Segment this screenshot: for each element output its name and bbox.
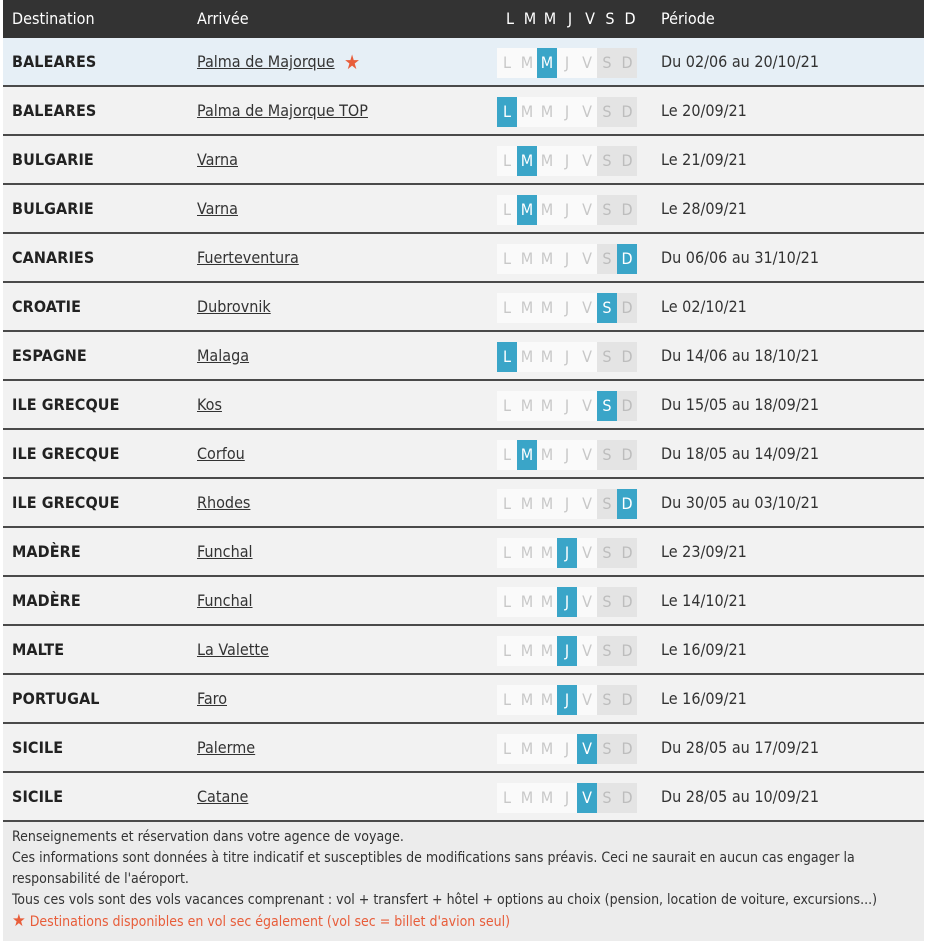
day-indicator: V — [577, 293, 597, 323]
day-indicator: J — [557, 440, 577, 470]
header-day-m1: M — [523, 9, 537, 28]
day-indicator: S — [597, 538, 617, 568]
day-indicator: M — [537, 97, 557, 127]
day-indicator: L — [497, 636, 517, 666]
periode-cell: Le 14/10/21 — [661, 591, 747, 610]
day-indicator: M — [537, 440, 557, 470]
day-indicator: L — [497, 489, 517, 519]
day-indicator: V — [577, 685, 597, 715]
destination-cell: BULGARIE — [12, 199, 94, 218]
day-indicator: D — [617, 146, 637, 176]
table-header — [3, 0, 924, 38]
table-row — [3, 234, 924, 283]
periode-cell: Le 21/09/21 — [661, 150, 747, 169]
day-indicator: S — [597, 440, 617, 470]
periode-cell: Le 20/09/21 — [661, 101, 747, 120]
day-indicator: D — [617, 244, 637, 274]
day-indicator: V — [577, 342, 597, 372]
day-indicator: V — [577, 538, 597, 568]
header-arrivee: Arrivée — [197, 9, 249, 28]
day-indicator: J — [557, 391, 577, 421]
day-indicator: M — [537, 636, 557, 666]
day-indicator: S — [597, 489, 617, 519]
destination-cell: ESPAGNE — [12, 346, 87, 365]
day-indicator: M — [517, 391, 537, 421]
day-indicator: M — [517, 538, 537, 568]
destination-cell: ILE GRECQUE — [12, 493, 120, 512]
star-icon: ★ — [12, 911, 26, 931]
day-indicator: J — [557, 293, 577, 323]
periode-cell: Du 28/05 au 10/09/21 — [661, 787, 819, 806]
day-indicator: M — [517, 685, 537, 715]
header-destination: Destination — [12, 9, 95, 28]
day-indicator: S — [597, 734, 617, 764]
day-indicator: M — [517, 636, 537, 666]
day-indicator: J — [557, 685, 577, 715]
table-row — [3, 283, 924, 332]
arrivee-link[interactable]: Rhodes — [197, 493, 251, 512]
note-legend — [3, 911, 924, 933]
day-indicator: L — [497, 587, 517, 617]
day-indicator: M — [537, 538, 557, 568]
day-indicator: M — [537, 342, 557, 372]
day-indicator: J — [557, 146, 577, 176]
day-indicator: L — [497, 391, 517, 421]
day-indicator: J — [557, 342, 577, 372]
periode-cell: Du 14/06 au 18/10/21 — [661, 346, 819, 365]
day-indicator: V — [577, 783, 597, 813]
header-day-s: S — [605, 9, 615, 28]
day-indicator: V — [577, 97, 597, 127]
day-indicator: J — [557, 244, 577, 274]
day-indicator: S — [597, 391, 617, 421]
day-indicator: M — [517, 146, 537, 176]
day-indicator: M — [517, 195, 537, 225]
header-periode: Période — [661, 9, 715, 28]
day-indicator: J — [557, 97, 577, 127]
day-indicator: D — [617, 538, 637, 568]
day-indicator: S — [597, 97, 617, 127]
arrivee-link[interactable]: Palerme — [197, 738, 256, 757]
day-indicator: J — [557, 48, 577, 78]
day-indicator: M — [537, 48, 557, 78]
day-indicator: D — [617, 685, 637, 715]
table-row — [3, 724, 924, 773]
day-indicator: M — [537, 293, 557, 323]
destination-cell: BALEARES — [12, 52, 97, 71]
day-indicator: M — [517, 440, 537, 470]
destination-cell: ILE GRECQUE — [12, 444, 120, 463]
day-indicator: M — [537, 195, 557, 225]
day-indicator: V — [577, 734, 597, 764]
day-indicator: M — [517, 244, 537, 274]
day-indicator: M — [537, 783, 557, 813]
arrivee-link[interactable]: Dubrovnik — [197, 297, 271, 316]
day-indicator: L — [497, 244, 517, 274]
header-day-l: L — [505, 9, 514, 28]
day-indicator: M — [537, 146, 557, 176]
arrivee-link[interactable]: Funchal — [197, 591, 253, 610]
arrivee-link[interactable]: La Valette — [197, 640, 269, 659]
day-indicator: M — [517, 293, 537, 323]
arrivee-link[interactable]: Kos — [197, 395, 222, 414]
note-disclaimer: Ces informations sont données à titre indicatif et susceptibles de modifications sans préavis. Ceci ne saurait en aucun cas engager la responsabilité de l'aéroport. — [12, 850, 855, 887]
periode-cell: Du 28/05 au 17/09/21 — [661, 738, 819, 757]
day-indicator: L — [497, 685, 517, 715]
arrivee-link[interactable]: Palma de Majorque TOP — [197, 101, 368, 120]
destination-cell: SICILE — [12, 738, 64, 757]
day-indicator: L — [497, 440, 517, 470]
day-indicator: L — [497, 734, 517, 764]
day-indicator: V — [577, 146, 597, 176]
footer-notes — [3, 822, 924, 941]
day-indicator: M — [517, 783, 537, 813]
day-indicator: D — [617, 734, 637, 764]
day-indicator: V — [577, 636, 597, 666]
day-indicator: M — [537, 489, 557, 519]
day-indicator: S — [597, 587, 617, 617]
day-indicator: M — [517, 489, 537, 519]
day-indicator: D — [617, 97, 637, 127]
day-indicator: M — [517, 342, 537, 372]
destination-cell: ILE GRECQUE — [12, 395, 120, 414]
day-indicator: M — [537, 587, 557, 617]
day-indicator: S — [597, 195, 617, 225]
day-indicator: L — [497, 293, 517, 323]
arrivee-link[interactable]: Catane — [197, 787, 249, 806]
day-indicator: V — [577, 48, 597, 78]
table-row — [3, 381, 924, 430]
day-indicator: M — [537, 244, 557, 274]
table-row — [3, 577, 924, 626]
header-day-m2: M — [543, 9, 557, 28]
destination-cell: SICILE — [12, 787, 64, 806]
periode-cell: Le 02/10/21 — [661, 297, 747, 316]
day-indicator: L — [497, 538, 517, 568]
day-indicator: D — [617, 195, 637, 225]
arrivee-link[interactable]: Faro — [197, 689, 227, 708]
day-indicator: S — [597, 146, 617, 176]
table-row — [3, 479, 924, 528]
day-indicator: J — [557, 734, 577, 764]
day-indicator: L — [497, 195, 517, 225]
arrivee-link[interactable]: Fuerteventura — [197, 248, 299, 267]
day-indicator: J — [557, 195, 577, 225]
header-day-v: V — [585, 9, 595, 28]
note-vacation: Tous ces vols sont des vols vacances comprenant : vol + transfert + hôtel + options au choix (pension, location de voiture, excursions...) — [12, 892, 877, 908]
table-row — [3, 430, 924, 479]
day-indicator: S — [597, 244, 617, 274]
day-indicator: S — [597, 48, 617, 78]
arrivee-link[interactable]: Varna — [197, 150, 238, 169]
destination-cell: MADÈRE — [12, 591, 81, 610]
table-row — [3, 626, 924, 675]
table-row — [3, 675, 924, 724]
arrivee-link[interactable]: Malaga — [197, 346, 250, 365]
periode-cell: Le 16/09/21 — [661, 689, 747, 708]
day-indicator: M — [517, 587, 537, 617]
day-indicator: M — [537, 685, 557, 715]
day-indicator: S — [597, 783, 617, 813]
arrivee-link[interactable]: Varna — [197, 199, 238, 218]
day-indicator: M — [517, 734, 537, 764]
periode-cell: Du 30/05 au 03/10/21 — [661, 493, 819, 512]
periode-cell: Du 02/06 au 20/10/21 — [661, 52, 819, 71]
day-indicator: M — [517, 48, 537, 78]
destination-cell: BULGARIE — [12, 150, 94, 169]
destination-cell: BALEARES — [12, 101, 97, 120]
day-indicator: V — [577, 489, 597, 519]
periode-cell: Du 06/06 au 31/10/21 — [661, 248, 819, 267]
day-indicator: V — [577, 587, 597, 617]
destination-cell: CROATIE — [12, 297, 82, 316]
destination-cell: PORTUGAL — [12, 689, 100, 708]
day-indicator: V — [577, 244, 597, 274]
day-indicator: D — [617, 636, 637, 666]
header-day-j: J — [567, 9, 573, 28]
day-indicator: L — [497, 146, 517, 176]
arrivee-link[interactable]: Palma de Majorque — [197, 52, 335, 71]
day-indicator: V — [577, 391, 597, 421]
day-indicator: S — [597, 636, 617, 666]
day-indicator: J — [557, 636, 577, 666]
note-reservation: Renseignements et réservation dans votre agence de voyage. — [12, 829, 404, 845]
destination-cell: CANARIES — [12, 248, 95, 267]
day-indicator: D — [617, 342, 637, 372]
day-indicator: L — [497, 783, 517, 813]
day-indicator: S — [597, 342, 617, 372]
table-row — [3, 87, 924, 136]
periode-cell: Le 16/09/21 — [661, 640, 747, 659]
day-indicator: D — [617, 489, 637, 519]
day-indicator: S — [597, 293, 617, 323]
day-indicator: D — [617, 391, 637, 421]
table-body — [3, 38, 924, 822]
table-row — [3, 773, 924, 822]
day-indicator: D — [617, 587, 637, 617]
day-indicator: D — [617, 440, 637, 470]
arrivee-link[interactable]: Funchal — [197, 542, 253, 561]
destination-cell: MADÈRE — [12, 542, 81, 561]
day-indicator: J — [557, 489, 577, 519]
periode-cell: Du 18/05 au 14/09/21 — [661, 444, 819, 463]
day-indicator: L — [497, 342, 517, 372]
periode-cell: Le 28/09/21 — [661, 199, 747, 218]
periode-cell: Le 23/09/21 — [661, 542, 747, 561]
day-indicator: J — [557, 538, 577, 568]
day-indicator: D — [617, 48, 637, 78]
day-indicator: M — [537, 391, 557, 421]
table-row — [3, 185, 924, 234]
day-indicator: D — [617, 293, 637, 323]
day-indicator: M — [517, 97, 537, 127]
day-indicator: L — [497, 97, 517, 127]
day-indicator: D — [617, 783, 637, 813]
arrivee-link[interactable]: Corfou — [197, 444, 245, 463]
destination-cell: MALTE — [12, 640, 65, 659]
day-indicator: V — [577, 195, 597, 225]
table-row — [3, 136, 924, 185]
table-row — [3, 528, 924, 577]
header-day-d: D — [624, 9, 636, 28]
periode-cell: Du 15/05 au 18/09/21 — [661, 395, 819, 414]
table-row — [3, 332, 924, 381]
day-indicator: S — [597, 685, 617, 715]
day-indicator: V — [577, 440, 597, 470]
star-icon: ★ — [344, 50, 361, 74]
day-indicator: L — [497, 48, 517, 78]
day-indicator: M — [537, 734, 557, 764]
legend-text: Destinations disponibles en vol sec également (vol sec = billet d'avion seul) — [29, 914, 510, 930]
day-indicator: J — [557, 587, 577, 617]
day-indicator: J — [557, 783, 577, 813]
table-row — [3, 38, 924, 87]
